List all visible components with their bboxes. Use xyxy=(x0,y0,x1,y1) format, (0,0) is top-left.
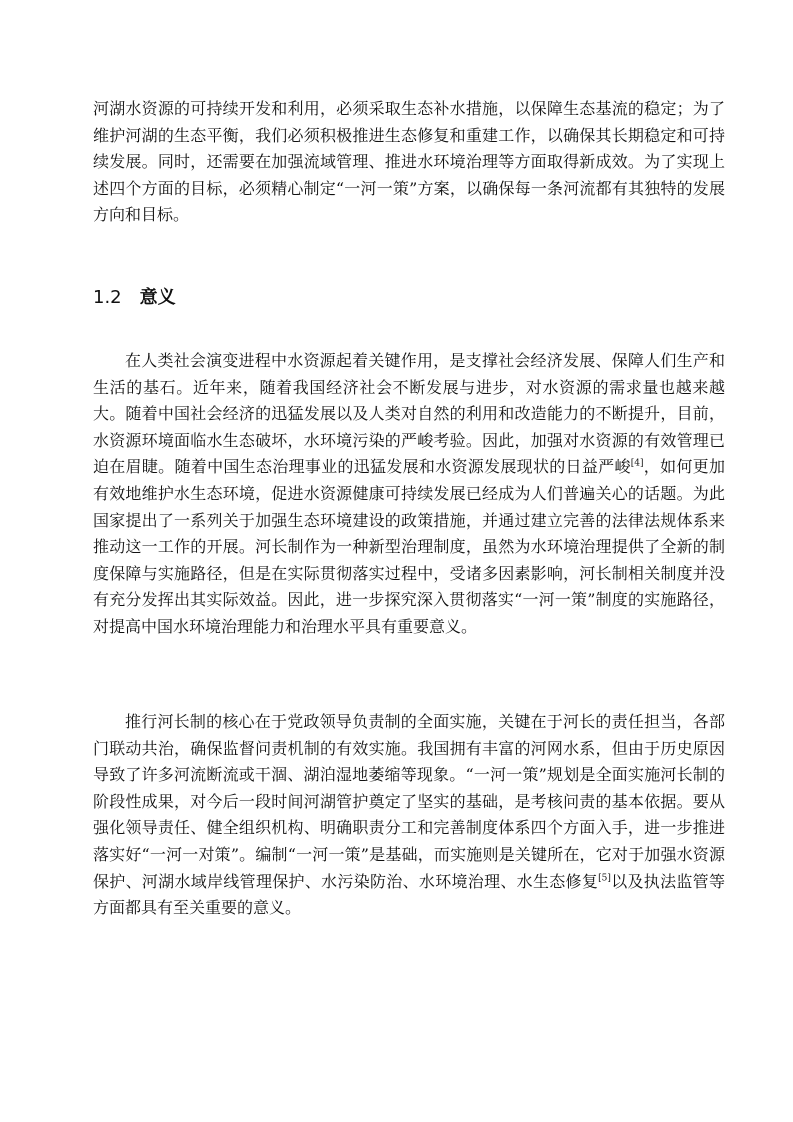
citation-ref-4[interactable]: [4] xyxy=(630,459,644,470)
citation-ref-5[interactable]: [5] xyxy=(598,873,611,884)
paragraph-text: ，如何更加有效地维护水生态环境，促进水资源健康可持续发展已经成为人们普遍关心的话题。为此国家提出了一系列关于加强生态环境建设的政策措施，并通过建立完善的法律法规体系来推动这一工作的开展。河长制作为一种新型治理制度，虽然为水环境治理提供了全新的制度保障与实施路径，但是在实际贯彻落实过程中，受诸多因素影响，河长制相关制度并没有充分发挥出其实际效益。因此，进一步探究深入贯彻落实“一河一策”制度的实施路径，对提高中国水环境治理能力和治理水平具有重要意义。 xyxy=(93,457,725,636)
paragraph-text: 在人类社会演变进程中水资源起着关键作用，是支撑社会经济发展、保障人们生产和生活的基石。近年来，随着我国经济社会不断发展与进步，对水资源的需求量也越来越大。随着中国社会经济的迅猛发展以及人类对自然的利用和改造能力的不断提升，目前，水资源环境面临水生态破坏，水环境污染的严峻考验。因此，加强对水资源的有效管理已迫在眉睫。随着中国生态治理事业的迅猛发展和水资源发展现状的日益严峻 xyxy=(93,351,725,477)
paragraph-text: 推行河长制的核心在于党政领导负责制的全面实施，关键在于河长的责任担当，各部门联动共治，确保监督问责机制的有效实施。我国拥有丰富的河网水系，但由于历史原因导致了许多河流断流或干涸、湖泊湿地萎缩等现象。“一河一策”规划是全面实施河长制的阶段性成果，对今后一段时间河湖管护奠定了坚实的基础，是考核问责的基本依据。要从强化领导责任、健全组织机构、明确职责分工和完善制度体系四个方面入手，进一步推进落实好“一河一对策”。编制“一河一策”是基础，而实施则是关键所在，它对于加强水资源保护、河湖水域岸线管理保护、水污染防治、水环境治理、水生态修复 xyxy=(93,712,725,891)
section-title: 意义 xyxy=(139,287,176,308)
continuation-paragraph: 河湖水资源的可持续开发和利用，必须采取生态补水措施，以保障生态基流的稳定；为了维护河湖的生态平衡，我们必须积极推进生态修复和重建工作，以确保其长期稳定和可持续发展。同时，还需要在加强流域管理、推进水环境治理等方面取得新成效。为了实现上述四个方面的目标，必须精心制定“一河一策”方案，以确保每一条河流都有其独特的发展方向和目标。 xyxy=(93,99,725,225)
body-paragraph-2 xyxy=(93,709,725,922)
section-number: 1.2 xyxy=(93,287,122,308)
body-paragraph-1 xyxy=(93,348,725,641)
paragraph-text: 以及执法监管等方面都具有至关重要的意义。 xyxy=(93,871,725,918)
section-heading xyxy=(93,283,176,313)
